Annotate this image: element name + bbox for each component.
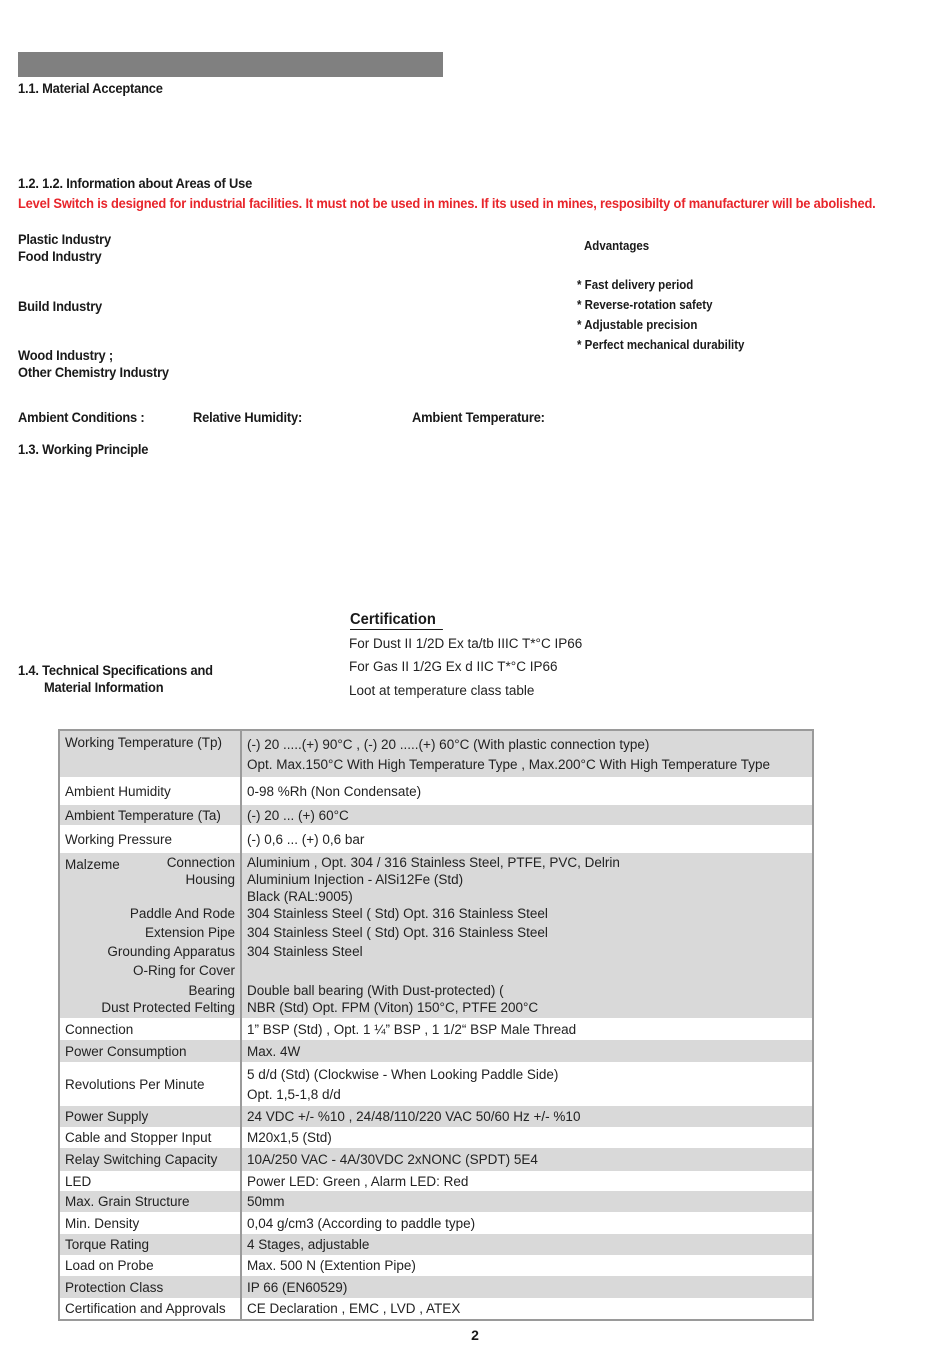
industry-chemistry: Other Chemistry Industry <box>18 364 169 380</box>
spec-value: 24 VDC +/- %10 , 24/48/110/220 VAC 50/60 Hz +/- %10 <box>241 1106 813 1127</box>
spec-value: CE Declaration , EMC , LVD , ATEX <box>241 1298 813 1320</box>
table-row <box>59 1106 813 1127</box>
spec-value: (-) 0,6 ... (+) 0,6 bar <box>241 825 813 853</box>
material-value: 304 Stainless Steel <box>247 944 363 959</box>
material-sub-label: Grounding Apparatus <box>107 944 235 959</box>
spec-value <box>241 1062 813 1106</box>
material-value: 304 Stainless Steel ( Std) Opt. 316 Stainless Steel <box>247 925 548 940</box>
relative-humidity-label: Relative Humidity: <box>193 409 303 425</box>
table-row <box>59 1171 813 1191</box>
section-header-bar <box>18 52 443 77</box>
table-row <box>59 1234 813 1255</box>
spec-label: LED <box>59 1171 241 1191</box>
page-number: 2 <box>471 1327 479 1343</box>
industry-wood: Wood Industry ; <box>18 347 114 363</box>
spec-value: 10A/250 VAC - 4A/30VDC 2xNONC (SPDT) 5E4 <box>241 1148 813 1171</box>
advantage-item: * Perfect mechanical durability <box>577 338 745 352</box>
spec-value-line: (-) 20 .....(+) 90°C , (-) 20 .....(+) 60°C (With plastic connection type) <box>247 736 650 752</box>
material-value: Aluminium Injection - AlSi12Fe (Std) <box>247 872 464 887</box>
table-row-material <box>59 853 813 1018</box>
spec-label: Relay Switching Capacity <box>59 1148 241 1171</box>
ambient-conditions-label: Ambient Conditions : <box>18 409 145 425</box>
material-value: Double ball bearing (With Dust-protected) ( <box>247 983 504 998</box>
table-row <box>59 1062 813 1106</box>
spec-label: Cable and Stopper Input <box>59 1127 241 1148</box>
spec-label: Ambient Temperature (Ta) <box>59 805 241 825</box>
material-sub-label: Paddle And Rode <box>129 906 235 921</box>
spec-value: 4 Stages, adjustable <box>241 1234 813 1255</box>
industry-food: Food Industry <box>18 248 102 264</box>
industry-build: Build Industry <box>18 298 103 314</box>
spec-value: M20x1,5 (Std) <box>241 1127 813 1148</box>
table-row <box>59 1127 813 1148</box>
table-row <box>59 1276 813 1298</box>
table-row <box>59 1148 813 1171</box>
spec-label: Connection <box>59 1018 241 1040</box>
certification-note: Loot at temperature class table <box>349 683 535 698</box>
heading-areas-of-use: 1.2. 1.2. Information about Areas of Use <box>18 175 253 191</box>
ambient-temperature-label: Ambient Temperature: <box>412 409 545 425</box>
table-row <box>59 1018 813 1040</box>
material-value: Black (RAL:9005) <box>247 889 353 904</box>
spec-label: Min. Density <box>59 1212 241 1234</box>
heading-material-acceptance: 1.1. Material Acceptance <box>18 80 163 96</box>
spec-label-material <box>59 853 241 1018</box>
certification-title: Certification <box>350 611 443 630</box>
spec-label: Ambient Humidity <box>59 777 241 805</box>
material-value: NBR (Std) Opt. FPM (Viton) 150°C, PTFE 200°C <box>247 1000 539 1015</box>
spec-label: Load on Probe <box>59 1255 241 1276</box>
spec-value: (-) 20 ... (+) 60°C <box>241 805 813 825</box>
certification-gas: For Gas II 1/2G Ex d IIC T*°C IP66 <box>349 659 558 674</box>
warning-text: Level Switch is designed for industrial facilities. It must not be used in mines. If its used in mines, resposibilty of manufacturer will be abolished. <box>18 195 876 211</box>
table-row <box>59 1212 813 1234</box>
advantage-item: * Fast delivery period <box>577 278 694 292</box>
advantages-title: Advantages <box>584 239 650 253</box>
spec-label: Power Supply <box>59 1106 241 1127</box>
material-label: Malzeme <box>65 857 120 872</box>
spec-value: 1” BSP (Std) , Opt. 1 ¼” BSP , 1 1/2“ BSP Male Thread <box>241 1018 813 1040</box>
spec-label: Working Temperature (Tp) <box>59 730 241 777</box>
material-sub-label: Dust Protected Felting <box>101 1000 235 1015</box>
table-row <box>59 1255 813 1276</box>
material-sub-label: Housing <box>185 872 235 887</box>
material-sub-label: Bearing <box>188 983 235 998</box>
material-value: Aluminium , Opt. 304 / 316 Stainless Steel, PTFE, PVC, Delrin <box>247 855 620 870</box>
spec-value: 0-98 %Rh (Non Condensate) <box>241 777 813 805</box>
material-sub-label: Connection <box>166 855 235 870</box>
heading-technical-specs: 1.4. Technical Specifications and <box>18 662 213 678</box>
material-sub-label: Extension Pipe <box>144 925 235 940</box>
material-value: 304 Stainless Steel ( Std) Opt. 316 Stainless Steel <box>247 906 548 921</box>
table-row <box>59 1298 813 1320</box>
certification-dust: For Dust II 1/2D Ex ta/tb IIIC T*°C IP66 <box>349 636 583 651</box>
heading-material-information: Material Information <box>44 679 164 695</box>
table-row <box>59 805 813 825</box>
table-row <box>59 730 813 777</box>
spec-label: Certification and Approvals <box>59 1298 241 1320</box>
table-row <box>59 777 813 805</box>
table-row <box>59 1040 813 1062</box>
material-sub-label: O-Ring for Cover <box>132 963 235 978</box>
spec-value-material <box>241 853 813 1018</box>
table-row <box>59 1191 813 1212</box>
spec-value: Power LED: Green , Alarm LED: Red <box>241 1171 813 1191</box>
spec-value-line: 5 d/d (Std) (Clockwise - When Looking Paddle Side) <box>247 1066 559 1082</box>
table-row <box>59 825 813 853</box>
spec-value: 50mm <box>241 1191 813 1212</box>
advantage-item: * Adjustable precision <box>577 318 698 332</box>
industry-plastic: Plastic Industry <box>18 231 111 247</box>
spec-value <box>241 730 813 777</box>
advantage-item: * Reverse-rotation safety <box>577 298 713 312</box>
spec-value-line: Opt. 1,5-1,8 d/d <box>247 1086 341 1102</box>
heading-working-principle: 1.3. Working Principle <box>18 441 149 457</box>
spec-label: Revolutions Per Minute <box>59 1062 241 1106</box>
spec-value: 0,04 g/cm3 (According to paddle type) <box>241 1212 813 1234</box>
spec-table <box>58 729 814 1321</box>
spec-value-line: Opt. Max.150°C With High Temperature Type , Max.200°C With High Temperature Type <box>247 756 771 772</box>
spec-label: Protection Class <box>59 1276 241 1298</box>
spec-value: IP 66 (EN60529) <box>241 1276 813 1298</box>
spec-label: Working Pressure <box>59 825 241 853</box>
spec-label: Max. Grain Structure <box>59 1191 241 1212</box>
spec-value: Max. 500 N (Extention Pipe) <box>241 1255 813 1276</box>
spec-label: Torque Rating <box>59 1234 241 1255</box>
spec-value: Max. 4W <box>241 1040 813 1062</box>
spec-label: Power Consumption <box>59 1040 241 1062</box>
